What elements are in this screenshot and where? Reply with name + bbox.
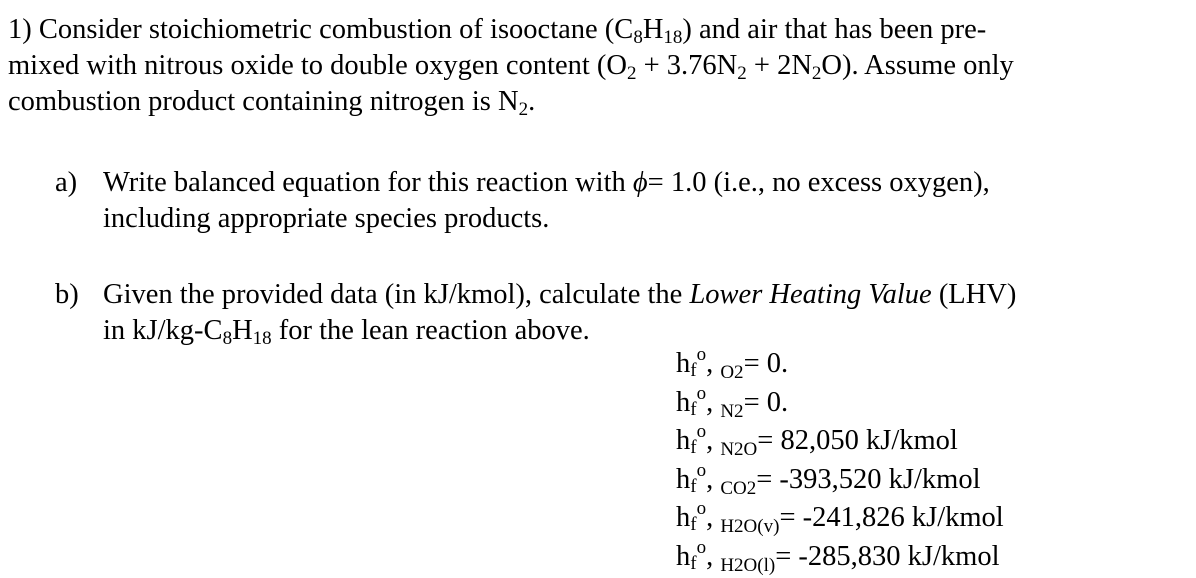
part-a-line-1 (103, 165, 1175, 201)
degree-superscript: o (696, 382, 707, 404)
enthalpy-row: $hf^o$, $_{N2O}$= 82,050 kJ/kmol (676, 421, 958, 460)
degree-superscript: o (696, 536, 707, 558)
enthalpy-data-list (676, 346, 1004, 577)
part-b-line-1 (103, 277, 1175, 313)
text: = 1.0 (i.e., no excess oxygen), (647, 167, 990, 198)
subscript: 8 (222, 328, 233, 349)
h-symbol: h (676, 502, 691, 533)
h-symbol: h (676, 425, 691, 456)
degree-superscript: o (696, 459, 707, 481)
species-subscript: H2O(v) (720, 516, 780, 537)
f-subscript: f (690, 475, 697, 497)
enthalpy-value: = -285,830 kJ/kmol (775, 540, 1000, 572)
part-a-line-2: including appropriate species products. (103, 203, 550, 234)
enthalpy-value: = -393,520 kJ/kmol (756, 463, 981, 495)
text: ) and air that has been pre- (682, 14, 987, 45)
h-symbol: h (676, 540, 691, 572)
enthalpy-row: $hf^o$, $_{H2O(l)}$= -285,830 kJ/kmol (676, 536, 1000, 576)
h-symbol: h (676, 386, 691, 418)
enthalpy-value: = 0. (743, 386, 789, 418)
f-subscript: f (690, 514, 697, 535)
enthalpy-row: $hf^o$, $_{H2O(v)}$= -241,826 kJ/kmol (676, 498, 1004, 537)
enthalpy-value: = -241,826 kJ/kmol (779, 502, 1004, 533)
degree-superscript: o (696, 344, 707, 365)
f-subscript: f (690, 552, 697, 574)
f-subscript: f (690, 398, 697, 420)
subscript: 2 (737, 63, 747, 84)
species-subscript: N2O (720, 439, 758, 460)
h-symbol: h (676, 348, 691, 379)
problem-line-1 (8, 12, 1188, 48)
problem-line-3 (8, 84, 1188, 120)
species-subscript: O2 (720, 362, 744, 383)
part-a (55, 165, 1175, 237)
subscript: 8 (633, 27, 643, 48)
text: mixed with nitrous oxide to double oxygen content (O (8, 50, 627, 81)
enthalpy-value: = 0. (743, 348, 789, 379)
subscript: 18 (663, 27, 683, 48)
text: H (232, 315, 253, 346)
subscript: 2 (518, 99, 529, 120)
lhv-term: Lower Heating Value (689, 279, 932, 310)
text: in kJ/kg-C (103, 315, 223, 346)
subscript: 2 (626, 63, 637, 84)
enthalpy-row: $hf^o$, $_{CO2}$= -393,520 kJ/kmol (676, 459, 981, 499)
subscript: 18 (252, 328, 272, 349)
problem-statement (8, 12, 1188, 120)
part-b (55, 277, 1175, 349)
text: for the lean reaction above. (271, 315, 590, 346)
text: Given the provided data (in kJ/kmol), calculate the (103, 279, 690, 310)
h-symbol: h (676, 463, 691, 495)
text: + 3.76N (636, 50, 738, 81)
degree-superscript: o (696, 421, 707, 442)
text: 1) Consider stoichiometric combustion of isooctane (C (8, 14, 634, 45)
text: + 2N (746, 50, 812, 81)
enthalpy-value: = 82,050 kJ/kmol (757, 425, 958, 456)
enthalpy-row: $hf^o$, $_{O2}$= 0. (676, 344, 789, 383)
problem-line-2 (8, 48, 1188, 84)
f-subscript: f (690, 437, 697, 458)
text: combustion product containing nitrogen is N (8, 86, 519, 117)
text: Write balanced equation for this reaction with (103, 167, 633, 198)
text: . (528, 86, 536, 117)
part-b-line-2 (103, 313, 1175, 349)
part-a-body (103, 165, 1175, 237)
subscript: 2 (811, 63, 822, 84)
part-b-body (103, 277, 1175, 349)
text: (LHV) (931, 279, 1017, 310)
species-subscript: N2 (720, 400, 744, 422)
species-subscript: CO2 (720, 477, 757, 499)
species-subscript: H2O(l) (720, 554, 776, 576)
enthalpy-row: $hf^o$, $_{N2}$= 0. (676, 382, 789, 422)
part-a-marker: a) (55, 167, 78, 198)
phi-symbol: ϕ (632, 167, 648, 198)
f-subscript: f (690, 360, 697, 381)
part-b-marker: b) (55, 279, 79, 310)
text: H (642, 14, 664, 45)
text: O). Assume only (821, 50, 1014, 81)
degree-superscript: o (696, 498, 707, 519)
